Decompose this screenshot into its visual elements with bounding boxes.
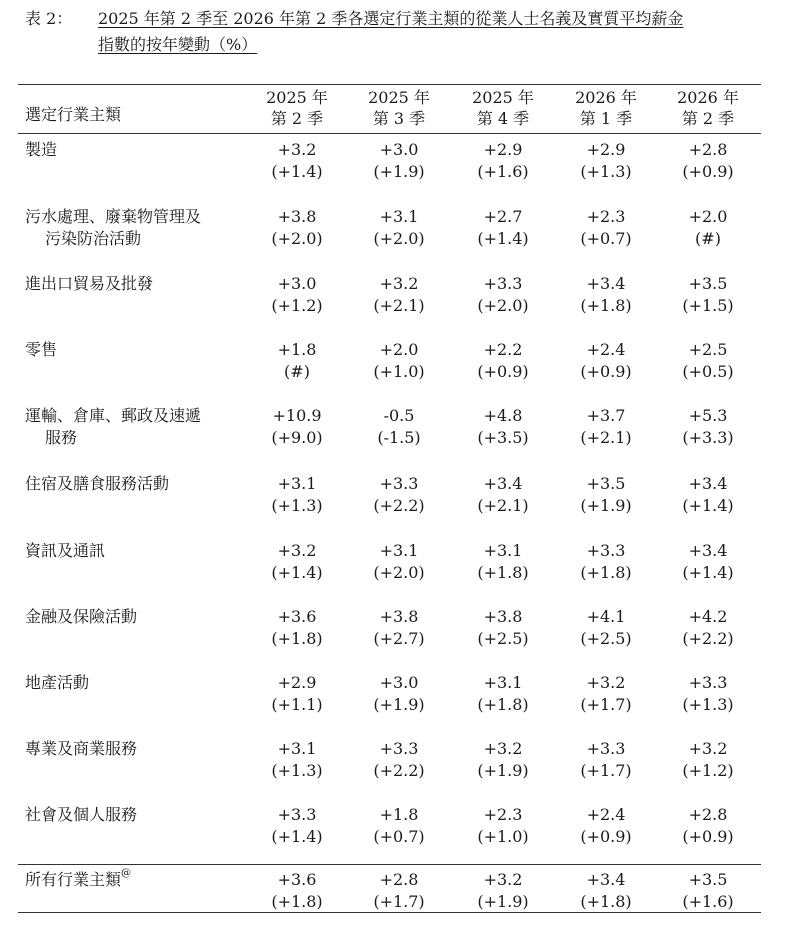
real-value: (#) <box>284 362 310 381</box>
table-cell <box>556 139 656 183</box>
nominal-value: +3.4 <box>483 474 523 493</box>
real-value: (+2.1) <box>580 428 632 447</box>
nominal-value: +3.6 <box>277 607 317 626</box>
real-value: (+1.7) <box>580 761 632 780</box>
real-value: (+1.8) <box>580 296 632 315</box>
total-row-label <box>25 869 240 891</box>
column-header <box>349 87 449 129</box>
real-value: (+1.5) <box>682 296 734 315</box>
table-cell <box>247 540 347 584</box>
nominal-value: +3.3 <box>483 274 523 293</box>
nominal-value: +2.8 <box>688 140 728 159</box>
nominal-value: +4.1 <box>586 607 626 626</box>
industry-label-line-1: 運輸、倉庫、郵政及速遞 <box>25 406 202 425</box>
real-value: (+2.5) <box>580 629 632 648</box>
nominal-value: +3.3 <box>586 541 626 560</box>
table-row <box>0 473 803 539</box>
real-value: (+2.1) <box>477 496 529 515</box>
real-value: (+0.9) <box>477 362 529 381</box>
real-value: (+1.1) <box>271 695 323 714</box>
nominal-value: +3.1 <box>379 541 419 560</box>
real-value: (+2.2) <box>682 629 734 648</box>
real-value: (+1.7) <box>580 695 632 714</box>
real-value: (+3.5) <box>477 428 529 447</box>
table-cell <box>658 540 758 584</box>
column-header-quarter: 第 2 季 <box>270 109 324 128</box>
nominal-value: +2.9 <box>586 140 626 159</box>
real-value: (+1.8) <box>271 629 323 648</box>
industry-label-line-1: 進出口貿易及批發 <box>25 274 154 293</box>
total-marker: @ <box>121 868 132 879</box>
real-value: (+1.3) <box>271 496 323 515</box>
table-row <box>0 606 803 672</box>
table-cell <box>556 206 656 250</box>
industry-label <box>25 206 240 250</box>
real-value: (+0.9) <box>682 827 734 846</box>
table-cell <box>556 473 656 517</box>
nominal-value: +2.0 <box>688 207 728 226</box>
real-value: (+1.4) <box>682 496 734 515</box>
table-cell <box>247 405 347 449</box>
table-cell <box>658 405 758 449</box>
real-value: (+1.4) <box>271 162 323 181</box>
table-cell <box>453 869 553 913</box>
industry-label-line-1: 污水處理、廢棄物管理及 <box>25 207 202 226</box>
column-header <box>658 87 758 129</box>
table-cell <box>658 804 758 848</box>
real-value: (+2.2) <box>373 761 425 780</box>
table-cell <box>453 139 553 183</box>
industry-label-line-1: 製造 <box>25 140 58 159</box>
column-header-year: 2026 年 <box>677 88 739 107</box>
industry-label <box>25 405 240 449</box>
nominal-value: +3.6 <box>277 870 317 889</box>
nominal-value: +3.1 <box>483 673 523 692</box>
nominal-value: +3.2 <box>483 870 523 889</box>
industry-label <box>25 540 240 562</box>
nominal-value: +3.0 <box>277 274 317 293</box>
nominal-value: +3.4 <box>688 474 728 493</box>
real-value: (+1.9) <box>373 695 425 714</box>
table-title-line-2: 指數的按年變動（%） <box>98 35 258 54</box>
table-cell <box>658 139 758 183</box>
table-row <box>0 540 803 606</box>
table-row <box>0 206 803 272</box>
nominal-value: +3.2 <box>688 739 728 758</box>
nominal-value: +3.5 <box>688 274 728 293</box>
nominal-value: +1.8 <box>277 340 317 359</box>
column-header <box>247 87 347 129</box>
table-cell <box>453 738 553 782</box>
nominal-value: +3.4 <box>586 274 626 293</box>
nominal-value: +10.9 <box>272 406 322 425</box>
table-cell <box>349 273 449 317</box>
real-value: (+1.8) <box>271 892 323 911</box>
table-number: 表 2： <box>25 9 73 28</box>
real-value: (+2.0) <box>271 229 323 248</box>
nominal-value: +3.4 <box>688 541 728 560</box>
table-cell <box>349 405 449 449</box>
table-cell <box>247 473 347 517</box>
nominal-value: +3.8 <box>483 607 523 626</box>
table-cell <box>556 606 656 650</box>
industry-label <box>25 473 240 495</box>
real-value: (+1.0) <box>477 827 529 846</box>
column-header-year: 2025 年 <box>266 88 328 107</box>
table-cell <box>453 804 553 848</box>
industry-label-line-2: 服務 <box>45 428 78 447</box>
nominal-value: +2.0 <box>379 340 419 359</box>
nominal-value: +3.8 <box>379 607 419 626</box>
nominal-value: +4.8 <box>483 406 523 425</box>
real-value: (+2.2) <box>373 496 425 515</box>
table-cell <box>658 672 758 716</box>
table-cell <box>349 206 449 250</box>
table-cell <box>658 869 758 913</box>
table-cell <box>658 606 758 650</box>
table-cell <box>349 339 449 383</box>
real-value: (+1.9) <box>477 761 529 780</box>
table-cell <box>658 339 758 383</box>
real-value: (+0.9) <box>580 362 632 381</box>
industry-label-line-2: 污染防治活動 <box>45 229 142 248</box>
nominal-value: +3.4 <box>586 870 626 889</box>
industry-label-line-1: 專業及商業服務 <box>25 739 138 758</box>
table-cell <box>453 606 553 650</box>
table-cell <box>453 273 553 317</box>
table-cell <box>349 804 449 848</box>
real-value: (+2.0) <box>373 229 425 248</box>
table-cell <box>556 540 656 584</box>
real-value: (+1.4) <box>271 563 323 582</box>
column-header-quarter: 第 4 季 <box>476 109 530 128</box>
nominal-value: +2.5 <box>688 340 728 359</box>
industry-label <box>25 738 240 760</box>
nominal-value: +3.2 <box>483 739 523 758</box>
table-cell <box>247 672 347 716</box>
industry-label <box>25 672 240 694</box>
nominal-value: +2.3 <box>586 207 626 226</box>
table-cell <box>658 473 758 517</box>
table-cell <box>556 738 656 782</box>
industry-label-line-1: 資訊及通訊 <box>25 541 106 560</box>
real-value: (+0.9) <box>580 827 632 846</box>
real-value: (+1.4) <box>477 229 529 248</box>
real-value: (+2.1) <box>373 296 425 315</box>
column-header-year: 2026 年 <box>575 88 637 107</box>
real-value: (+0.5) <box>682 362 734 381</box>
real-value: (+1.9) <box>580 496 632 515</box>
table-cell <box>556 273 656 317</box>
table-cell <box>349 540 449 584</box>
table-cell <box>349 672 449 716</box>
industry-label <box>25 139 240 161</box>
industry-label-line-1: 零售 <box>25 340 58 359</box>
real-value: (+0.9) <box>682 162 734 181</box>
nominal-value: +2.9 <box>277 673 317 692</box>
nominal-value: +3.2 <box>379 274 419 293</box>
real-value: (+2.5) <box>477 629 529 648</box>
table-row <box>0 804 803 870</box>
nominal-value: +4.2 <box>688 607 728 626</box>
table-cell <box>247 738 347 782</box>
nominal-value: +2.3 <box>483 805 523 824</box>
column-header <box>556 87 656 129</box>
nominal-value: +3.3 <box>277 805 317 824</box>
real-value: (+1.8) <box>580 892 632 911</box>
nominal-value: +3.5 <box>688 870 728 889</box>
column-header-quarter: 第 2 季 <box>681 109 735 128</box>
table-row <box>0 139 803 205</box>
table-row <box>0 273 803 339</box>
real-value: (+0.7) <box>580 229 632 248</box>
table-cell <box>247 339 347 383</box>
real-value: (+9.0) <box>271 428 323 447</box>
table-cell <box>556 804 656 848</box>
real-value: (+1.3) <box>271 761 323 780</box>
industry-label <box>25 804 240 826</box>
total-label: 所有行業主類 <box>25 870 122 889</box>
industry-label-line-1: 住宿及膳食服務活動 <box>25 474 170 493</box>
header-rule <box>18 133 761 134</box>
nominal-value: +2.8 <box>688 805 728 824</box>
nominal-value: +2.8 <box>379 870 419 889</box>
nominal-value: +3.0 <box>379 140 419 159</box>
nominal-value: +3.0 <box>379 673 419 692</box>
real-value: (+1.8) <box>477 563 529 582</box>
table-cell <box>556 405 656 449</box>
table-cell <box>349 606 449 650</box>
row-header-label: 選定行業主類 <box>25 105 122 124</box>
real-value: (+1.9) <box>373 162 425 181</box>
real-value: (+1.7) <box>373 892 425 911</box>
nominal-value: +3.3 <box>379 739 419 758</box>
real-value: (+1.3) <box>682 695 734 714</box>
nominal-value: +3.8 <box>277 207 317 226</box>
real-value: (-1.5) <box>377 428 421 447</box>
real-value: (+1.8) <box>580 563 632 582</box>
total-row <box>0 869 803 935</box>
table-row <box>0 405 803 471</box>
real-value: (+2.0) <box>477 296 529 315</box>
nominal-value: +3.3 <box>379 474 419 493</box>
nominal-value: +3.1 <box>483 541 523 560</box>
table-cell <box>349 473 449 517</box>
table-cell <box>556 339 656 383</box>
nominal-value: +3.3 <box>688 673 728 692</box>
table-cell <box>247 206 347 250</box>
table-cell <box>349 738 449 782</box>
nominal-value: +2.7 <box>483 207 523 226</box>
table-cell <box>658 273 758 317</box>
nominal-value: +3.3 <box>586 739 626 758</box>
nominal-value: +2.9 <box>483 140 523 159</box>
table-row <box>0 672 803 738</box>
nominal-value: +2.2 <box>483 340 523 359</box>
nominal-value: +3.1 <box>277 739 317 758</box>
table-cell <box>453 672 553 716</box>
table-cell <box>349 139 449 183</box>
nominal-value: +3.5 <box>586 474 626 493</box>
real-value: (+2.7) <box>373 629 425 648</box>
real-value: (+1.2) <box>682 761 734 780</box>
real-value: (+1.3) <box>580 162 632 181</box>
nominal-value: +3.2 <box>586 673 626 692</box>
table-cell <box>658 738 758 782</box>
nominal-value: +3.1 <box>277 474 317 493</box>
table-cell <box>247 869 347 913</box>
column-header-year: 2025 年 <box>472 88 534 107</box>
real-value: (+1.4) <box>682 563 734 582</box>
real-value: (#) <box>695 229 721 248</box>
table-cell <box>453 206 553 250</box>
real-value: (+2.0) <box>373 563 425 582</box>
nominal-value: +3.2 <box>277 541 317 560</box>
table-cell <box>247 139 347 183</box>
industry-label-line-1: 金融及保險活動 <box>25 607 138 626</box>
table-title-line-1: 2025 年第 2 季至 2026 年第 2 季各選定行業主類的從業人士名義及實質平均薪金 <box>98 9 684 28</box>
table-cell <box>453 540 553 584</box>
nominal-value: +3.2 <box>277 140 317 159</box>
table-cell <box>453 339 553 383</box>
industry-label <box>25 273 240 295</box>
real-value: (+1.6) <box>682 892 734 911</box>
real-value: (+1.0) <box>373 362 425 381</box>
real-value: (+0.7) <box>373 827 425 846</box>
table-cell <box>349 869 449 913</box>
table-cell <box>453 473 553 517</box>
table-cell <box>556 869 656 913</box>
nominal-value: +5.3 <box>688 406 728 425</box>
industry-label <box>25 606 240 628</box>
real-value: (+1.6) <box>477 162 529 181</box>
nominal-value: +3.1 <box>379 207 419 226</box>
real-value: (+1.8) <box>477 695 529 714</box>
column-header-quarter: 第 1 季 <box>579 109 633 128</box>
real-value: (+1.4) <box>271 827 323 846</box>
real-value: (+1.9) <box>477 892 529 911</box>
table-row <box>0 738 803 804</box>
nominal-value: +1.8 <box>379 805 419 824</box>
table-cell <box>247 273 347 317</box>
nominal-value: -0.5 <box>383 406 415 425</box>
table-cell <box>453 405 553 449</box>
column-header-quarter: 第 3 季 <box>372 109 426 128</box>
column-header-year: 2025 年 <box>368 88 430 107</box>
table-cell <box>556 672 656 716</box>
nominal-value: +2.4 <box>586 805 626 824</box>
table-cell <box>658 206 758 250</box>
table-top-rule <box>18 84 761 85</box>
column-header <box>453 87 553 129</box>
table-cell <box>247 606 347 650</box>
industry-label-line-1: 社會及個人服務 <box>25 805 138 824</box>
nominal-value: +3.7 <box>586 406 626 425</box>
table-cell <box>247 804 347 848</box>
real-value: (+3.3) <box>682 428 734 447</box>
real-value: (+1.2) <box>271 296 323 315</box>
nominal-value: +2.4 <box>586 340 626 359</box>
industry-label-line-1: 地產活動 <box>25 673 90 692</box>
industry-label <box>25 339 240 361</box>
table-title <box>98 6 778 58</box>
table-row <box>0 339 803 405</box>
